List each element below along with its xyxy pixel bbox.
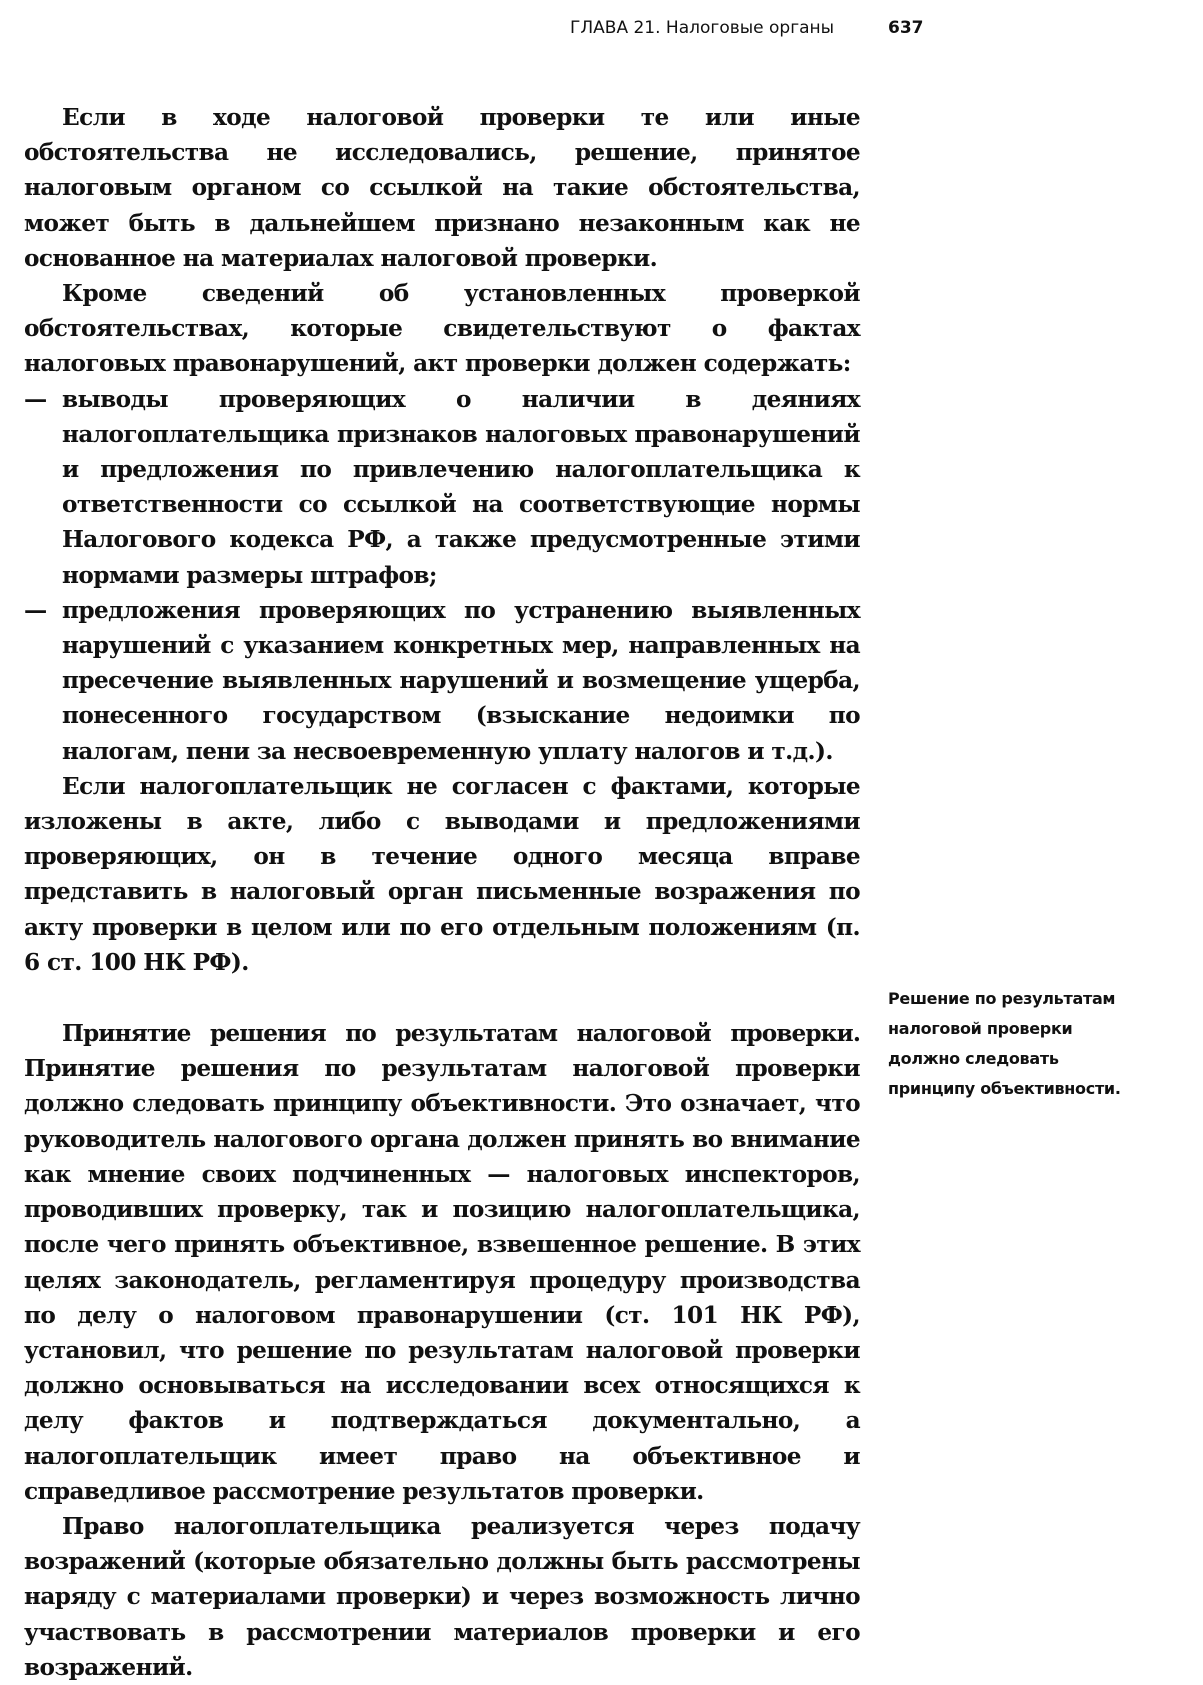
paragraph-2: Кроме сведений об установленных проверкой обстоятельствах, которые свидетельствуют о фактах налоговых правонарушений, акт проверки должен содержать: [24,280,860,378]
section-heading: Принятие решения по результатам налоговой проверки. [62,1020,860,1048]
paragraph-1: Если в ходе налоговой проверки те или иные обстоятельства не исследовались, решение, принятое налоговым органом со ссылкой на такие обстоятельства, может быть в дальнейшем признано незаконным как не основанное на материалах налоговой проверки. [24,104,860,272]
chapter-title: ГЛАВА 21. Налоговые органы [570,18,835,38]
dash-list [24,382,860,769]
section-decision [24,1016,860,1685]
list-item [24,382,860,593]
section-text: Принятие решения по результатам налоговой проверки должно следовать принципу объективности. Это означает, что руководитель налогового органа должен принять во внимание как мнение своих подчиненных — налоговых инспекторов, проводивших проверку, так и позицию налогоплательщика, после чего принять объективное, взвешенное решение. В этих целях законодатель, регламентируя процедуру производства по делу о налоговом правонарушении (ст. 101 НК РФ), установил, что решение по результатам налоговой проверки должно основываться на исследовании всех относящихся к делу фактов и подтверждаться документально, а налогоплательщик имеет право на объективное и справедливое рассмотрение результатов проверки. [24,1055,860,1505]
running-head [570,18,930,38]
list-item-text: предложения проверяющих по устранению выявленных нарушений с указанием конкретных мер, направленных на пресечение выявленных нарушений и возмещение ущерба, понесенного государством (взыскание недоимки по налогам, пени за несвоевременную уплату налогов и т.д.). [62,596,860,765]
list-item [24,593,860,769]
main-text [24,100,860,1685]
margin-note: Решение по результатам налоговой проверки должно следовать принципу объективности. [888,989,1121,1098]
paragraph-3: Если налогоплательщик не согласен с фактами, которые изложены в акте, либо с выводами и предложениями проверяющих, он в течение одного месяца вправе представить в налоговый орган письменные возражения по акту проверки в целом или по его отдельным положениям (п. 6 ст. 100 НК РФ). [24,772,860,976]
list-item-text: выводы проверяющих о наличии в деяниях налогоплательщика признаков налоговых правонарушений и предложения по привлечению налогоплательщика к ответственности со ссылкой на соответствующие нормы Налогового кодекса РФ, а также предусмотренные этими нормами размеры штрафов; [62,385,860,589]
section-paragraph [24,1016,860,1509]
dash-marker: — [24,596,47,624]
paragraph-4: Право налогоплательщика реализуется через подачу возражений (которые обязательно должны быть рассмотрены наряду с материалами проверки) и через возможность лично участвовать в рассмотрении материалов проверки и его возражений. [24,1512,860,1681]
dash-marker: — [24,385,47,413]
page-number: 637 [888,18,924,38]
